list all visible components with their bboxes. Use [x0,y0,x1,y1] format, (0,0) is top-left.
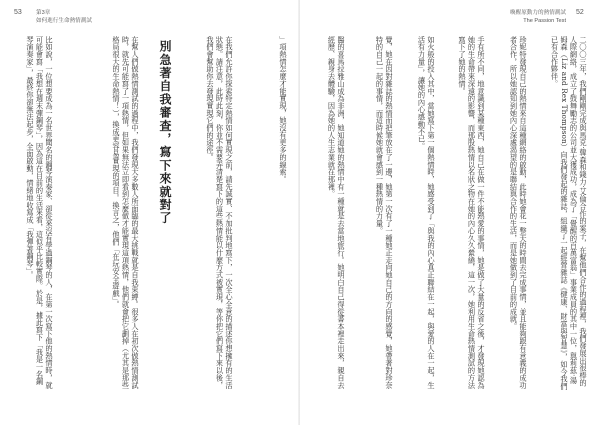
paragraph: 珍妮特發現自己的熱情來自這種網絡的啟動，此時她會花一整天的時間去完成事情，並且能夠跟有意義的成功者合作，所以她認知到她內心深處渴望的是聯結與合作的生活，而是她做到了目前的成就。 [509,36,528,389]
right-running-header [486,9,566,25]
paragraph: 在幫人們做熱情測試的過程中，我們發現大多數人所面臨的最大挑戰就是自我束縛。很多人在初次做熱情測試時，就先可能寫了一項熱情，但如果無法立即看到怎麼做才能實現這項熱情，他們就會把它劃掉（尤其是那些格局很大的生命熱情！），換成更容易實現的項目。換言之，他們「在玩安全遊戲」。 [112,36,140,389]
paragraph: 如火般的投入其中，當她寫下第一個熱情時，她感受到了「與我的內心真正聯結在一起，與愛的人在一起，生活有力量」，讓她的內心感動不已。 [417,36,436,389]
paragraph: 覺，她在因對雜誌的熱情而把筆放在了一邊，她第一次有了一種她正走向她自己的方向的感覺，她帶著對珍奈特的自己一起的事情，而這時候她就會感到一種熱情的力量。 [375,36,394,389]
book-subtitle: The Passion Test [523,18,566,24]
section-heading: 別急著自我審查，寫下來就對了 [158,40,172,225]
right-page [300,0,600,425]
chapter-title: 如何進行生命熱情測試 [36,18,92,24]
paragraph: 二〇〇三年，我們剛剛完成與馬克‧韓森和錢力‧艾倫合作的案子，在幫他們合作的過程裡，我們發展出很棒的人際網絡，成立了鼓舞勵志的公司並大獲成功，成為了「覺醒的百萬富翁」事業成員的其中一位，與莉茲‧湯姆森（Liz and Rex Thompson）向我們發起的雜誌，組織了一起經營雜誌《健康、財富與智慧》，如今我們已有合作夥伴。 [550,36,588,391]
left-running-header [36,9,92,25]
left-page-number: 53 [14,9,22,16]
paragraph: 比如說，一位想要成為一名世界聞名的鋼琴演奏家、卻從來沒有學過鋼琴的人，在第一次寫下他的熱情時，就可能會寫「我想在週末彈鋼琴」，因為這在目前的生活來看，這似乎比較實際。於是，據此寫下「我是一名鋼琴演奏家」，最終你卻無法起步，全面啟動，情緒地收寫成「我彈著鋼琴」。 [26,36,54,389]
paragraph: 」項熱情怎麼才能實現，她沒有更多的線索。 [279,36,288,183]
right-page-number: 52 [576,9,584,16]
paragraph: 在我們允許你探索特定熱情如何實現之前，請先誠實、不加批判地寫下，一次全心全意的描述你想擁有的生活狀態。請注意，此時此刻，你並不需要弄清楚寫下的這些熱情能以什麼方式被實現，等你把它們寫下來以後，我們會幫助你去發現實現它們的途徑。 [206,36,234,389]
book-title: 喚醒原動力的熱情測試 [510,10,566,16]
chapter-label: 第3章 [36,10,51,16]
paragraph: 醫的喜馬拉雅山成為非洲，她知道她的熱情中有一種就是去當地旅行。她明白自己得從書本裡走出來，親自去經歷、親身去體驗，因為她的人生志業就在那裡。 [327,36,346,389]
paragraph: 手有所不同，地意識到某種東西，她自己在做一件不能熱愛的事情，她是做了大量的反省之後，才發現她認為她的生命帶來深遠的影響，而那股熱情以名狀之物在她的內心久久縈繞，這一次，她利用生命熱情測試的方法寫下了她的熱情。 [458,36,486,389]
